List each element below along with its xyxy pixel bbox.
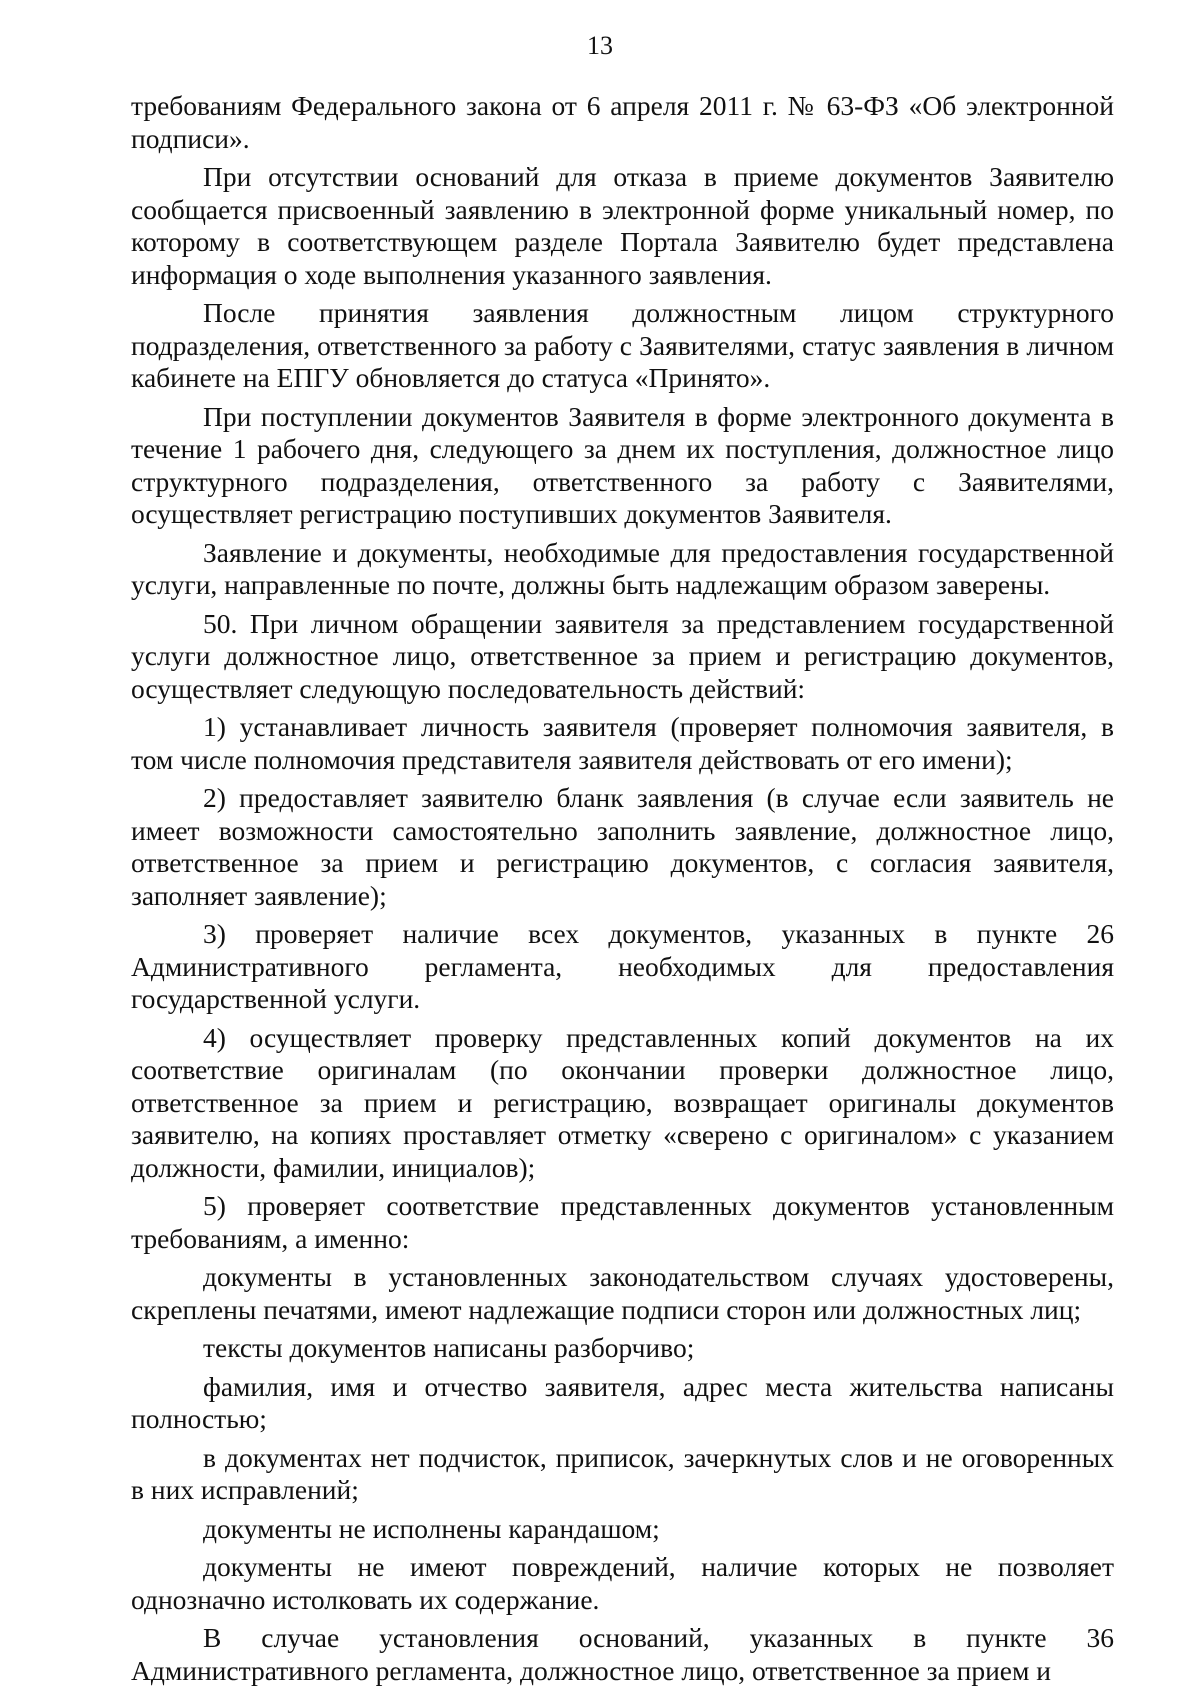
paragraph-11: 5) проверяет соответствие представленных документов установленным требованиям, а именно:: [131, 1190, 1114, 1254]
page-number: 13: [587, 31, 613, 60]
paragraph-7: 1) устанавливает личность заявителя (проверяет полномочия заявителя, в том числе полномочия представителя заявителя действовать от его имени);: [131, 711, 1114, 775]
paragraph-6: 50. При личном обращении заявителя за представлением государственной услуги должностное лицо, ответственное за прием и регистрацию документов, осуществляет следующую последовательность действий:: [131, 607, 1114, 704]
paragraph-8: 2) предоставляет заявителю бланк заявления (в случае если заявитель не имеет возможности самостоятельно заполнить заявление, должностное лицо, ответственное за прием и регистрацию документов, с согласия заявителя, заполняет заявление);: [131, 782, 1114, 911]
paragraph-4: При поступлении документов Заявителя в форме электронного документа в течение 1 рабочего дня, следующего за днем их поступления, должностное лицо структурного подразделения, ответственного за работу с Заявителями, осуществляет регистрацию поступивших документов Заявителя.: [131, 400, 1114, 529]
paragraph-15: в документах нет подчисток, приписок, зачеркнутых слов и не оговоренных в них исправлений;: [131, 1441, 1114, 1505]
paragraph-10: 4) осуществляет проверку представленных копий документов на их соответствие оригиналам (по окончании проверки должностное лицо, ответственное за прием и регистрацию, возвращает оригиналы документов заявителю, на копиях проставляет отметку «сверено с оригиналом» с указанием должности, фамилии, инициалов);: [131, 1021, 1114, 1183]
paragraph-13: тексты документов написаны разборчиво;: [203, 1332, 695, 1363]
paragraph-2: При отсутствии оснований для отказа в приеме документов Заявителю сообщается присвоенный заявлению в электронной форме уникальный номер, по которому в соответствующем разделе Портала Заявителю будет представлена информация о ходе выполнения указанного заявления.: [131, 161, 1114, 290]
paragraph-12: документы в установленных законодательством случаях удостоверены, скреплены печатями, имеют надлежащие подписи сторон или должностных лиц;: [131, 1261, 1114, 1325]
paragraph-9: 3) проверяет наличие всех документов, указанных в пункте 26 Административного регламента, необходимых для предоставления государственной услуги.: [131, 918, 1114, 1014]
paragraph-16: документы не исполнены карандашом;: [203, 1512, 660, 1544]
paragraph-3: После принятия заявления должностным лицом структурного подразделения, ответственного за работу с Заявителями, статус заявления в личном кабинете на ЕПГУ обновляется до статуса «Принято».: [131, 297, 1114, 393]
paragraph-5: Заявление и документы, необходимые для предоставления государственной услуги, направленные по почте, должны быть надлежащим образом заверены.: [131, 536, 1114, 600]
paragraph-17: документы не имеют повреждений, наличие которых не позволяет однозначно истолковать их содержание.: [131, 1551, 1114, 1615]
paragraph-1: требованиям Федерального закона от 6 апреля 2011 г. № 63-ФЗ «Об электронной подписи».: [131, 90, 1114, 154]
document-body: [131, 90, 1114, 1693]
paragraph-14: фамилия, имя и отчество заявителя, адрес места жительства написаны полностью;: [131, 1370, 1114, 1434]
paragraph-18: В случае установления оснований, указанных в пункте 36 Административного регламента, должностное лицо, ответственное за прием и: [131, 1622, 1114, 1686]
